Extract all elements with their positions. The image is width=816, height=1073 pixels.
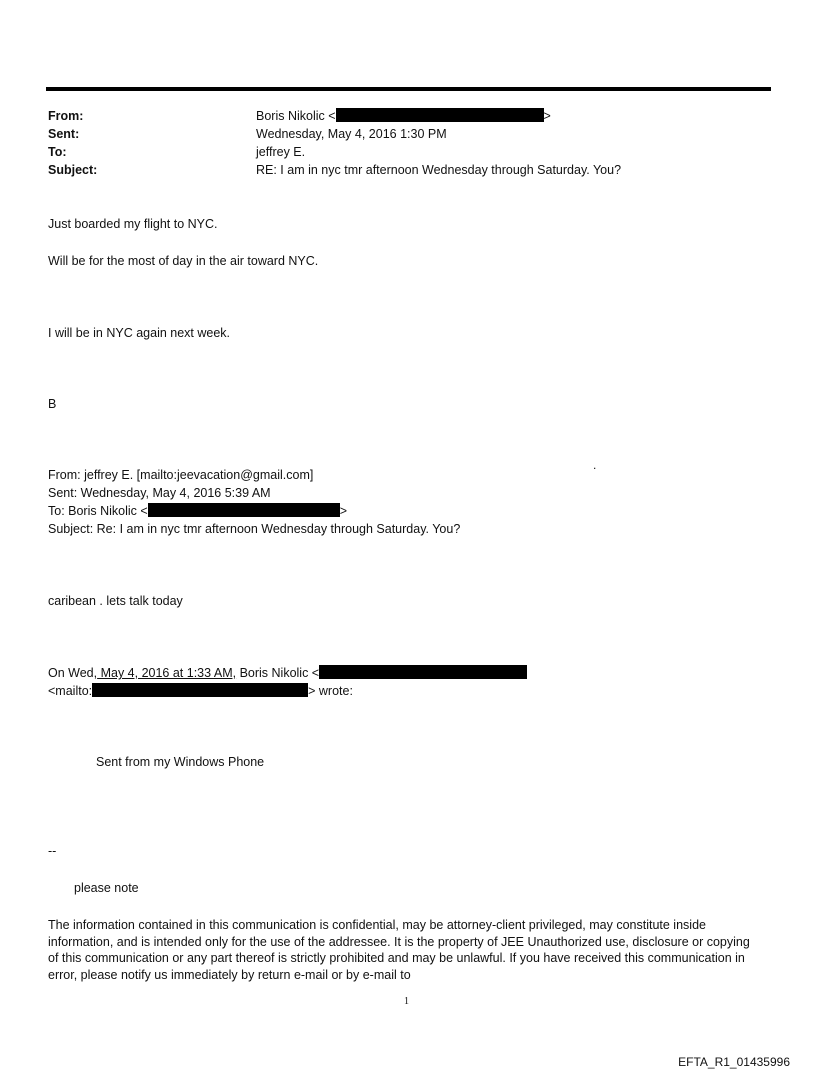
- to-value: jeffrey E.: [256, 145, 306, 159]
- quoted-sent: Sent: Wednesday, May 4, 2016 5:39 AM: [48, 486, 271, 500]
- stray-dot: .: [593, 458, 597, 472]
- quoted-to: [48, 503, 347, 519]
- subject-value: RE: I am in nyc tmr afternoon Wednesday through Saturday. You?: [256, 163, 622, 177]
- signoff: B: [48, 397, 57, 411]
- from-name: Boris Nikolic <: [256, 109, 336, 123]
- mailto-suffix: > wrote:: [308, 684, 353, 698]
- page-number: 1: [404, 996, 409, 1007]
- to-label: To:: [48, 145, 67, 159]
- quoted-subject: Subject: Re: I am in nyc tmr afternoon Wednesday through Saturday. You?: [48, 522, 461, 536]
- sent-value: Wednesday, May 4, 2016 1:30 PM: [256, 127, 447, 141]
- subject-label: Subject:: [48, 163, 98, 177]
- on-wed-prefix: On Wed,: [48, 666, 98, 680]
- body-line-1: Just boarded my flight to NYC.: [48, 217, 218, 231]
- from-close: >: [543, 109, 551, 123]
- header-rule: [46, 87, 771, 91]
- body-line-2: Will be for the most of day in the air toward NYC.: [48, 254, 319, 268]
- from-value: [256, 108, 551, 124]
- disclaimer: The information contained in this communication is confidential, may be attorney-client privileged, may constitute inside information, and is intended only for the use of the addressee. It is the property of JEE Unauthorized use, disclosure or copying of this communication or any part thereof is strictly prohibited and may be unlawful. If you have received this communication in error, please notify us immediately by return e-mail or by e-mail to: [48, 918, 750, 982]
- please-note: please note: [74, 881, 139, 895]
- on-wed-suffix: Boris Nikolic <: [236, 666, 320, 680]
- signature-dashes: --: [48, 844, 57, 858]
- redaction-bar: [319, 665, 527, 679]
- redaction-bar: [336, 108, 544, 122]
- document-id: EFTA_R1_01435996: [678, 1055, 790, 1069]
- redaction-bar: [148, 503, 340, 517]
- mailto-prefix: <mailto:: [48, 684, 93, 698]
- body-line-3: I will be in NYC again next week.: [48, 326, 231, 340]
- quoted-to-prefix: To: Boris Nikolic <: [48, 504, 148, 518]
- sent-from-phone: Sent from my Windows Phone: [96, 755, 265, 769]
- mailto-line: [48, 683, 353, 699]
- redaction-bar: [92, 683, 308, 697]
- quoted-reply: caribean . lets talk today: [48, 594, 183, 608]
- quoted-to-close: >: [339, 504, 347, 518]
- on-wed-date: May 4, 2016 at 1:33 AM,: [97, 666, 237, 680]
- sent-label: Sent:: [48, 127, 80, 141]
- on-wed-line: [48, 665, 527, 681]
- quoted-from: From: jeffrey E. [mailto:jeevacation@gmail.com]: [48, 468, 314, 482]
- from-label: From:: [48, 109, 84, 123]
